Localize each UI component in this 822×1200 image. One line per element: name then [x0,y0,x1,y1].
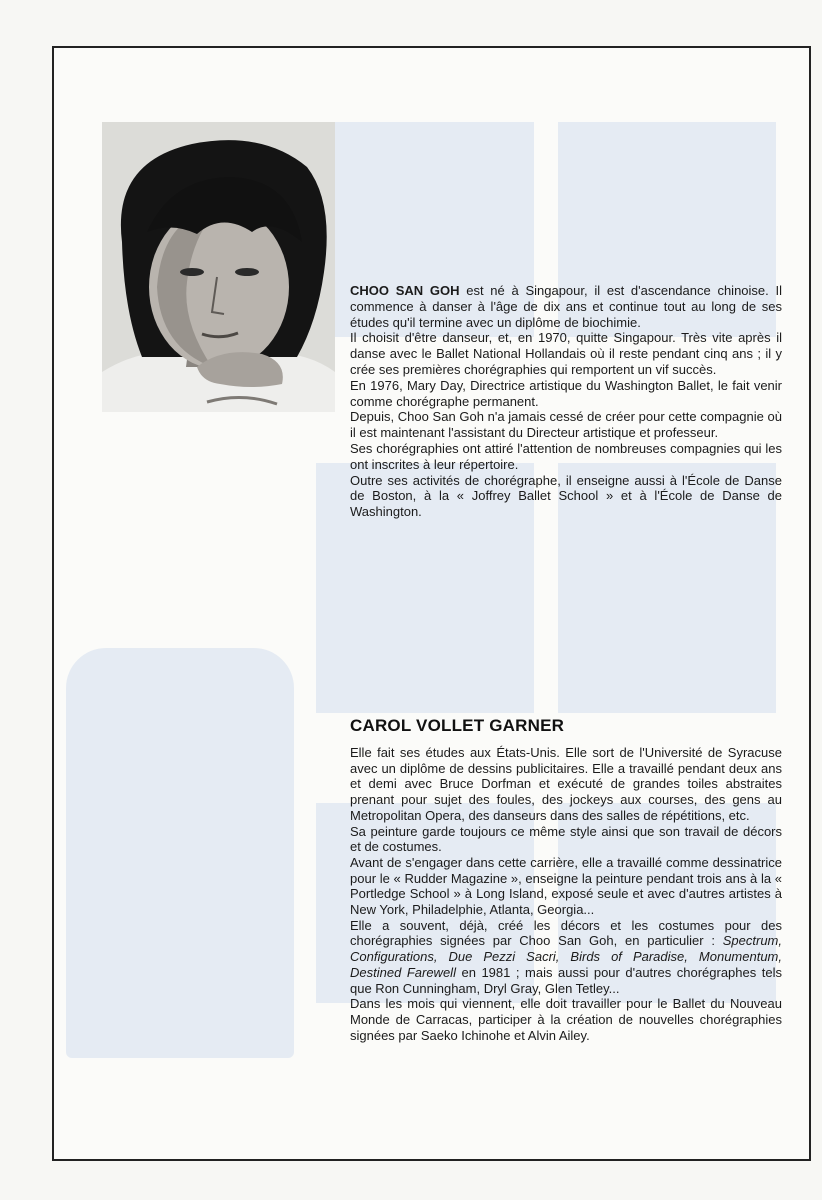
choreographer-name: CHOO SAN GOH [350,283,460,298]
bio-paragraph: Dans les mois qui viennent, elle doit travailler pour le Ballet du Nouveau Monde de Carracas, participer à la création de nouvelles chorégraphies signées par Saeko Ichinohe et Alvin Ailey. [350,996,782,1043]
bio-paragraph: Il choisit d'être danseur, et, en 1970, quitte Singapour. Très vite après il danse avec le Ballet National Hollandais où il reste pendant cinq ans ; il y crée ses premières chorégraphies qui remportent un vif succès. [350,330,782,377]
page-frame [52,46,811,1161]
choo-san-goh-biography [350,283,782,520]
bio-paragraph: Ses chorégraphies ont attiré l'attention de nombreuses compagnies qui les ont inscrites à leur répertoire. [350,440,782,472]
works-list: Spectrum, Configurations, Due Pezzi Sacri, Birds of Paradise, Monumentum, Destined Farewell [350,933,782,980]
bio-paragraph: Elle fait ses études aux États-Unis. Elle sort de l'Université de Syracuse avec un diplôme de dessins publicitaires. Elle a travaillé pendant deux ans et demi avec Bruce Dorfman et exécuté de grandes toiles abstraites prenant pour sujet des foules, des jockeys aux courses, des gens au Metropolitan Opera, des danseurs dans des salles de répétitions, etc. [350,745,782,823]
carol-vollet-garner-biography [350,745,782,1043]
bio-paragraph: Outre ses activités de chorégraphe, il enseigne aussi à l'École de Danse de Boston, à la « Joffrey Ballet School » et à l'École de Danse de Washington. [350,472,782,520]
bio-paragraph: CHOO SAN GOH est né à Singapour, il est d'ascendance chinoise. Il commence à danser à l'âge de dix ans et continue tout au long de ses études qu'il termine avec un diplôme de biochimie. [350,283,782,330]
portrait-image [102,122,335,412]
background-illustration [66,648,294,1058]
designer-heading: CAROL VOLLET GARNER [350,716,565,735]
bio-paragraph: En 1976, Mary Day, Directrice artistique du Washington Ballet, le fait venir comme chorégraphe permanent. [350,377,782,409]
bio-paragraph: Elle a souvent, déjà, créé les décors et les costumes pour des chorégraphies signées par Choo San Goh, en particulier : Spectrum, Configurations, Due Pezzi Sacri, Birds of Paradise, Monumentum, Destined Farewell en 1981 ; mais aussi pour d'autres chorégraphes tels que Ron Cunningham, Dryl Gray, Glen Tetley... [350,917,782,996]
bio-paragraph: Avant de s'engager dans cette carrière, elle a travaillé comme dessinatrice pour le « Rudder Magazine », enseigne la peinture pendant trois ans à la « Portledge School » à Long Island, exposé seule et avec d'autres artistes à New York, Philadelphie, Atlanta, Georgia... [350,854,782,918]
bio-paragraph: Sa peinture garde toujours ce même style ainsi que son travail de décors et de costumes. [350,823,782,855]
portrait-photo [102,122,335,412]
bio-paragraph: Depuis, Choo San Goh n'a jamais cessé de créer pour cette compagnie où il est maintenant l'assistant du Directeur artistique et professeur. [350,409,782,441]
